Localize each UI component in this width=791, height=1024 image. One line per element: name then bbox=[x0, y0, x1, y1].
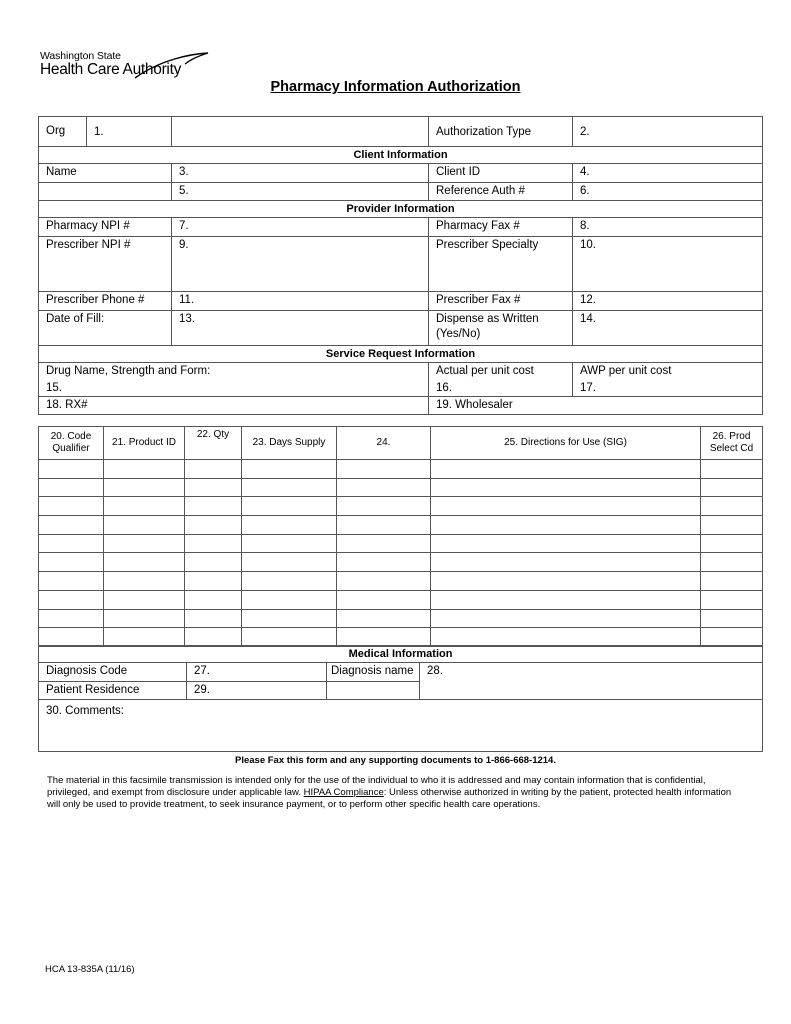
grid-input-cell[interactable] bbox=[185, 516, 242, 535]
prescriber-phone-label: Prescriber Phone # bbox=[39, 292, 172, 311]
actual-unit-cost-input[interactable]: Actual per unit cost 16. bbox=[429, 363, 573, 397]
fax-notice: Please Fax this form and any supporting documents to 1-866-668-1214. bbox=[235, 755, 556, 766]
pharmacy-npi-input[interactable]: 7. bbox=[172, 218, 429, 237]
grid-input-cell[interactable] bbox=[242, 590, 337, 609]
hca-logo bbox=[40, 50, 220, 82]
table-row bbox=[39, 553, 763, 572]
grid-input-cell[interactable] bbox=[39, 478, 104, 497]
patient-residence-label: Patient Residence bbox=[39, 682, 187, 700]
section-medical-information: Medical Information bbox=[39, 646, 763, 663]
grid-input-cell[interactable] bbox=[337, 609, 431, 628]
header-qty: 22. Qty bbox=[185, 427, 242, 460]
grid-input-cell[interactable] bbox=[104, 460, 185, 479]
grid-input-cell[interactable] bbox=[104, 497, 185, 516]
prescriber-specialty-label: Prescriber Specialty bbox=[429, 237, 573, 292]
header-directions: 25. Directions for Use (SIG) bbox=[431, 427, 701, 460]
drug-name-input[interactable]: Drug Name, Strength and Form: 15. bbox=[39, 363, 429, 397]
grid-input-cell[interactable] bbox=[185, 572, 242, 591]
header-days-supply: 23. Days Supply bbox=[242, 427, 337, 460]
org-label: Org bbox=[39, 117, 87, 146]
grid-input-cell[interactable] bbox=[431, 460, 701, 479]
grid-input-cell[interactable] bbox=[242, 628, 337, 647]
grid-input-cell[interactable] bbox=[185, 609, 242, 628]
grid-input-cell[interactable] bbox=[431, 628, 701, 647]
prescriber-npi-input[interactable]: 9. bbox=[172, 237, 429, 292]
grid-input-cell[interactable] bbox=[185, 534, 242, 553]
grid-input-cell[interactable] bbox=[104, 553, 185, 572]
grid-input-cell[interactable] bbox=[337, 628, 431, 647]
grid-input-cell[interactable] bbox=[242, 609, 337, 628]
prescriber-npi-label: Prescriber NPI # bbox=[39, 237, 172, 292]
grid-input-cell[interactable] bbox=[431, 609, 701, 628]
grid-input-cell[interactable] bbox=[242, 497, 337, 516]
diagnosis-code-input[interactable]: 27. bbox=[187, 663, 327, 682]
grid-input-cell[interactable] bbox=[104, 590, 185, 609]
grid-input-cell[interactable] bbox=[185, 460, 242, 479]
grid-input-cell[interactable] bbox=[701, 628, 763, 647]
grid-input-cell[interactable] bbox=[39, 628, 104, 647]
grid-input-cell[interactable] bbox=[431, 478, 701, 497]
pharmacy-npi-label: Pharmacy NPI # bbox=[39, 218, 172, 237]
client-id-label: Client ID bbox=[429, 164, 573, 183]
pharmacy-fax-label: Pharmacy Fax # bbox=[429, 218, 573, 237]
grid-input-cell[interactable] bbox=[337, 572, 431, 591]
blank-medical-cell bbox=[327, 682, 420, 700]
grid-input-cell[interactable] bbox=[185, 478, 242, 497]
grid-input-cell[interactable] bbox=[104, 572, 185, 591]
rx-number-input[interactable]: 18. RX# bbox=[39, 397, 429, 415]
client-id-input[interactable]: 4. bbox=[573, 164, 763, 183]
grid-input-cell[interactable] bbox=[39, 609, 104, 628]
diagnosis-name-input[interactable]: 28. bbox=[420, 663, 763, 700]
section-provider-information: Provider Information bbox=[39, 201, 763, 218]
table-row bbox=[39, 534, 763, 553]
grid-input-cell[interactable] bbox=[39, 553, 104, 572]
header-code-qualifier: 20. Code Qualifier bbox=[39, 427, 104, 460]
auth-type-input[interactable]: 2. bbox=[573, 117, 763, 147]
grid-input-cell[interactable] bbox=[185, 590, 242, 609]
wholesaler-input[interactable]: 19. Wholesaler bbox=[429, 397, 763, 415]
grid-input-cell[interactable] bbox=[39, 534, 104, 553]
org-field-num: 1. bbox=[94, 125, 104, 138]
form-number: HCA 13-835A (11/16) bbox=[45, 964, 135, 975]
grid-input-cell[interactable] bbox=[242, 572, 337, 591]
authorization-form bbox=[38, 116, 763, 415]
grid-input-cell[interactable] bbox=[701, 572, 763, 591]
logo-line-2: Health Care Authority bbox=[40, 61, 182, 78]
grid-input-cell[interactable] bbox=[337, 497, 431, 516]
grid-input-cell[interactable] bbox=[104, 609, 185, 628]
grid-input-cell[interactable] bbox=[39, 497, 104, 516]
grid-input-cell[interactable] bbox=[337, 478, 431, 497]
grid-input-cell[interactable] bbox=[185, 553, 242, 572]
grid-input-cell[interactable] bbox=[701, 590, 763, 609]
comments-input[interactable]: 30. Comments: bbox=[39, 700, 763, 752]
table-row bbox=[39, 478, 763, 497]
grid-input-cell[interactable] bbox=[337, 553, 431, 572]
grid-input-cell[interactable] bbox=[431, 497, 701, 516]
grid-input-cell[interactable] bbox=[337, 460, 431, 479]
grid-input-cell[interactable] bbox=[431, 590, 701, 609]
grid-input-cell[interactable] bbox=[185, 628, 242, 647]
table-row bbox=[39, 516, 763, 535]
grid-input-cell[interactable] bbox=[701, 478, 763, 497]
diagnosis-code-label: Diagnosis Code bbox=[39, 663, 187, 682]
grid-input-cell[interactable] bbox=[431, 534, 701, 553]
org-input[interactable] bbox=[172, 117, 429, 147]
grid-input-cell[interactable] bbox=[701, 497, 763, 516]
grid-input-cell[interactable] bbox=[39, 572, 104, 591]
grid-input-cell[interactable] bbox=[39, 516, 104, 535]
page-title: Pharmacy Information Authorization bbox=[270, 79, 521, 95]
grid-input-cell[interactable] bbox=[104, 534, 185, 553]
diagnosis-name-label: Diagnosis name bbox=[327, 663, 420, 682]
grid-input-cell[interactable] bbox=[39, 590, 104, 609]
name-input[interactable]: 3. bbox=[172, 164, 429, 183]
reference-auth-input[interactable]: 6. bbox=[573, 183, 763, 201]
table-row bbox=[39, 628, 763, 647]
dispense-as-written-label: Dispense as Written (Yes/No) bbox=[429, 311, 573, 346]
header-product-id: 21. Product ID bbox=[104, 427, 185, 460]
prescriber-phone-input[interactable]: 11. bbox=[172, 292, 429, 311]
grid-input-cell[interactable] bbox=[337, 516, 431, 535]
blank-label bbox=[39, 183, 172, 201]
grid-input-cell[interactable] bbox=[242, 534, 337, 553]
grid-input-cell[interactable] bbox=[242, 553, 337, 572]
table-row bbox=[39, 460, 763, 479]
grid-input-cell[interactable] bbox=[337, 590, 431, 609]
awp-unit-cost-input[interactable]: AWP per unit cost 17. bbox=[573, 363, 763, 397]
grid-input-cell[interactable] bbox=[242, 516, 337, 535]
grid-input-cell[interactable] bbox=[185, 497, 242, 516]
grid-input-cell[interactable] bbox=[337, 534, 431, 553]
confidentiality-disclaimer: The material in this facsimile transmission is intended only for the use of the individual to who it is addressed and may contain information that is confidential, privileged, and exempt from disclosure under applicable law. HIPAA Compliance: Unless otherwise authorized in writing by the patient, protected health information will only be used to provide treatment, to seek insurance payment, or to perform other specific health care operations. bbox=[47, 775, 732, 810]
claim-lines-grid bbox=[38, 426, 763, 647]
grid-input-cell[interactable] bbox=[701, 553, 763, 572]
date-of-fill-label: Date of Fill: bbox=[39, 311, 172, 346]
auth-type-label: Authorization Type bbox=[429, 117, 573, 147]
table-row bbox=[39, 572, 763, 591]
prescriber-specialty-input[interactable]: 10. bbox=[573, 237, 763, 292]
grid-input-cell[interactable] bbox=[104, 478, 185, 497]
patient-residence-input[interactable]: 29. bbox=[187, 682, 327, 700]
grid-input-cell[interactable] bbox=[431, 553, 701, 572]
grid-input-cell[interactable] bbox=[431, 572, 701, 591]
logo-line-1: Washington State bbox=[40, 50, 121, 62]
prescriber-fax-label: Prescriber Fax # bbox=[429, 292, 573, 311]
grid-input-cell[interactable] bbox=[242, 478, 337, 497]
grid-input-cell[interactable] bbox=[701, 609, 763, 628]
grid-input-cell[interactable] bbox=[242, 460, 337, 479]
pharmacy-fax-input[interactable]: 8. bbox=[573, 218, 763, 237]
grid-input-cell[interactable] bbox=[39, 460, 104, 479]
header-24: 24. bbox=[337, 427, 431, 460]
grid-input-cell[interactable] bbox=[431, 516, 701, 535]
dispense-as-written-input[interactable]: 14. bbox=[573, 311, 763, 346]
header-prod-select-cd: 26. Prod Select Cd bbox=[701, 427, 763, 460]
grid-input-cell[interactable] bbox=[701, 516, 763, 535]
field-5-input[interactable]: 5. bbox=[172, 183, 429, 201]
prescriber-fax-input[interactable]: 12. bbox=[573, 292, 763, 311]
date-of-fill-input[interactable]: 13. bbox=[172, 311, 429, 346]
grid-input-cell[interactable] bbox=[104, 516, 185, 535]
table-row bbox=[39, 609, 763, 628]
table-row bbox=[39, 497, 763, 516]
grid-input-cell[interactable] bbox=[701, 460, 763, 479]
table-row bbox=[39, 590, 763, 609]
grid-input-cell[interactable] bbox=[104, 628, 185, 647]
medical-information-table bbox=[38, 645, 763, 752]
section-client-information: Client Information bbox=[39, 147, 763, 164]
grid-input-cell[interactable] bbox=[701, 534, 763, 553]
name-label: Name bbox=[39, 164, 172, 183]
reference-auth-label: Reference Auth # bbox=[429, 183, 573, 201]
section-service-request-information: Service Request Information bbox=[39, 346, 763, 363]
